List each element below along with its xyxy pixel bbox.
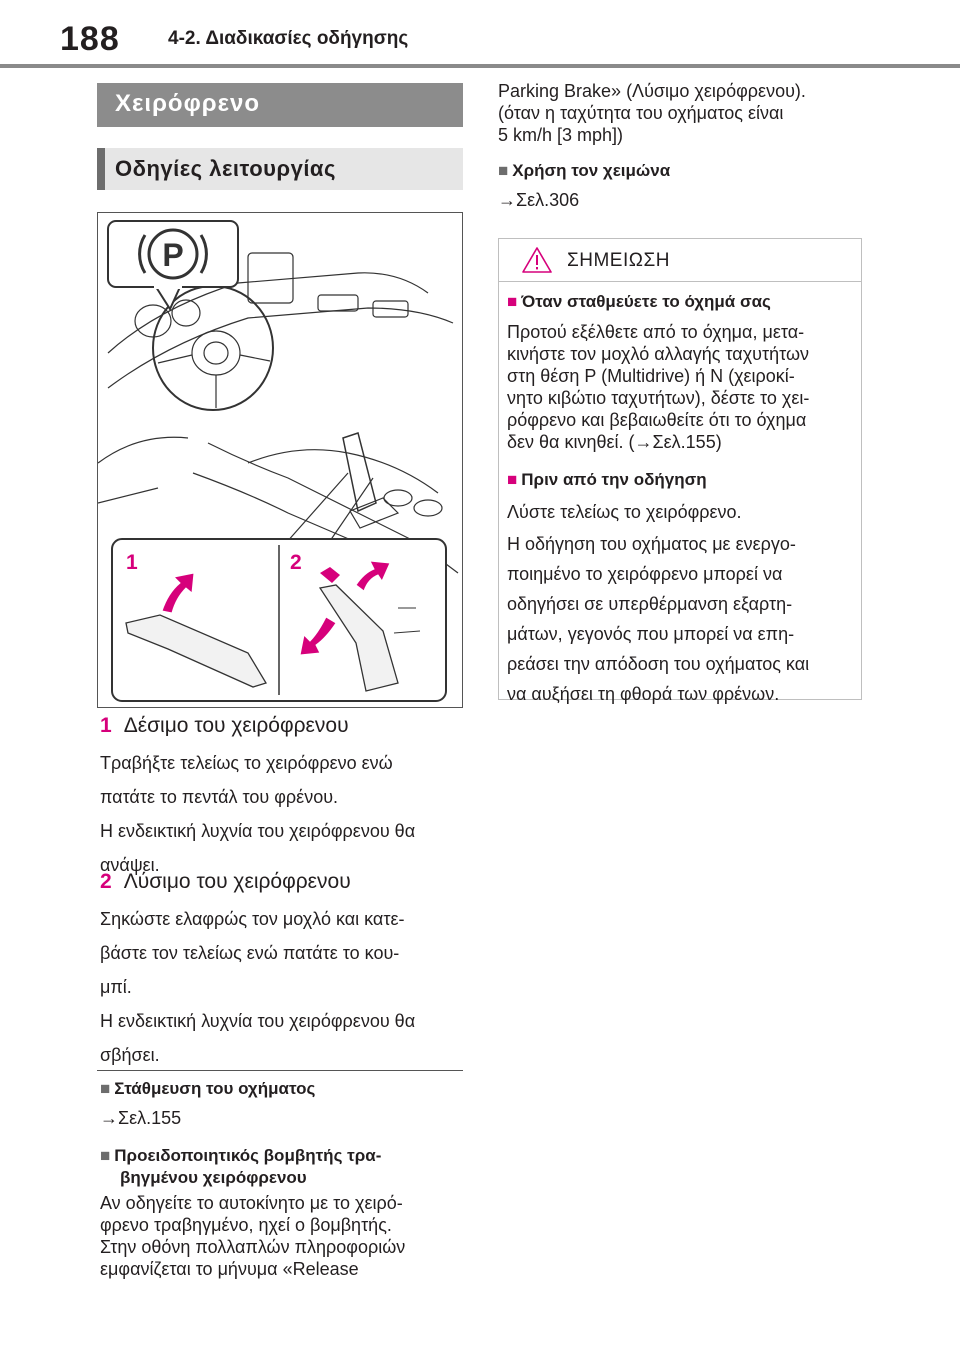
notice-heading-text: Πριν από την οδήγηση	[521, 470, 707, 489]
step-1-line: πατάτε το πεντάλ του φρένου.	[100, 787, 339, 807]
square-bullet-icon: ■	[498, 161, 509, 180]
notice-line: οδηγήσει σε υπερθέρμανση εξαρτη-	[507, 594, 793, 614]
square-bullet-icon: ■	[100, 1146, 111, 1165]
page-reference[interactable]	[498, 190, 579, 211]
buzzer-line: εμφανίζεται το μήνυμα «Release	[100, 1259, 359, 1279]
header-divider	[0, 64, 960, 68]
notice-box	[498, 238, 862, 704]
subtitle-bar	[97, 148, 463, 190]
topic-title: Χειρόφρενο	[115, 90, 260, 117]
center-display	[248, 253, 293, 303]
step-2-line: Η ενδεικτική λυχνία του χειρόφρενου θα	[100, 1011, 416, 1031]
reference-text: Σελ.155	[118, 1108, 182, 1128]
notice-line: ποιημένο το χειρόφρενο μπορεί να	[507, 564, 783, 584]
notice-line: ρεάσει την απόδοση του οχήματος και	[507, 654, 810, 674]
page-header	[0, 0, 960, 68]
notice-line: να αυξήσει τη φθορά των φρένων.	[507, 684, 780, 704]
buzzer-line: φρενο τραβηγμένο, ηχεί ο βομβητής.	[100, 1215, 392, 1235]
illustration-svg	[98, 213, 464, 709]
note-heading-text: Στάθμευση του οχήματος	[114, 1079, 316, 1098]
brake-lever	[343, 433, 376, 511]
step-1-number: 1	[100, 714, 112, 737]
note-heading-buzzer	[100, 1145, 381, 1189]
page-number: 188	[60, 20, 120, 58]
step-2-heading	[100, 870, 351, 894]
warning-triangle-icon	[521, 246, 553, 274]
notice-line: μάτων, γεγονός που μπορεί να επη-	[507, 624, 795, 644]
page-reference[interactable]	[100, 1108, 181, 1129]
step-2-line: σβήσει.	[100, 1045, 160, 1065]
notice-line: ρόφρενο και βεβαιωθείτε ότι το όχημα	[507, 410, 807, 430]
notice-line: Προτού εξέλθετε από το όχημα, μετα-	[507, 322, 805, 342]
square-bullet-icon: ■	[507, 470, 518, 489]
notice-line: στη θέση P (Multidrive) ή N (χειροκί-	[507, 366, 795, 386]
figure-label-2: 2	[290, 551, 302, 574]
reference-text: Σελ.306	[516, 190, 580, 210]
notice-line	[507, 431, 809, 453]
step-2-line: Σηκώστε ελαφρώς τον μοχλό και κατε-	[100, 909, 405, 929]
notice-text-wear	[507, 529, 809, 709]
note-heading-text: Χρήση τον χειμώνα	[512, 161, 671, 180]
notice-line: νητο κιβώτιο ταχυτήτων), δέστε το χει-	[507, 388, 810, 408]
step-2-line: βάστε τον τελείως ενώ πατάτε το κου-	[100, 943, 400, 963]
section-divider	[97, 1070, 463, 1071]
notice-ref[interactable]: Σελ.155)	[652, 432, 722, 452]
arrow-icon: →	[100, 1108, 118, 1128]
section-title: 4-2. Διαδικασίες οδήγησης	[168, 28, 409, 49]
notice-heading-before-driving	[507, 469, 707, 491]
note-heading-winter	[498, 160, 670, 182]
p-symbol: P	[162, 237, 184, 273]
buzzer-line: Αν οδηγείτε το αυτοκίνητο με το χειρό-	[100, 1193, 403, 1213]
note-heading-parking	[100, 1078, 315, 1100]
subtitle-accent	[97, 148, 105, 190]
notice-heading-text: Όταν σταθμεύετε το όχημά σας	[521, 292, 771, 311]
notice-title: ΣΗΜΕΙΩΣΗ	[567, 250, 670, 271]
continued-line: (όταν η ταχύτητα του οχήματος είναι	[498, 103, 784, 123]
notice-line: Η οδήγηση του οχήματος με ενεργο-	[507, 534, 796, 554]
continued-line: Parking Brake» (Λύσιμο χειρόφρενου).	[498, 81, 806, 101]
arrow-icon: →	[498, 190, 516, 210]
notice-header	[499, 239, 861, 282]
figure-label-1: 1	[126, 551, 138, 574]
step-1-heading	[100, 714, 349, 738]
topic-title-bar	[97, 83, 463, 127]
notice-text-release: Λύστε τελείως το χειρόφρενο.	[507, 502, 742, 522]
buzzer-text	[100, 1192, 405, 1280]
step-2-label: Λύσιμο του χειρόφρενου	[123, 870, 351, 893]
continued-line: 5 km/h [3 mph])	[498, 125, 624, 145]
step-2-number: 2	[100, 870, 112, 893]
step-2-line: μπί.	[100, 977, 132, 997]
parking-brake-illustration	[97, 212, 463, 708]
step-1-line: Η ενδεικτική λυχνία του χειρόφρενου θα	[100, 821, 416, 841]
step-1-label: Δέσιμο του χειρόφρενου	[123, 714, 349, 737]
arrow-icon: →	[634, 432, 653, 452]
notice-heading-parking	[507, 291, 771, 313]
note-heading-text: βηγμένου χειρόφρενου	[120, 1168, 307, 1187]
buzzer-line: Στην οθόνη πολλαπλών πληροφοριών	[100, 1237, 406, 1257]
note-heading-text: Προειδοποιητικός βομβητής τρα-	[114, 1146, 382, 1165]
notice-line-text: δεν θα κινηθεί. (	[507, 432, 635, 452]
square-bullet-icon: ■	[507, 292, 518, 311]
step-1-text	[100, 746, 460, 882]
step-2-text	[100, 902, 460, 1072]
step-1-line: ανάψει.	[100, 855, 160, 875]
buzzer-text-continued	[498, 80, 806, 146]
subtitle: Οδηγίες λειτουργίας	[115, 156, 336, 181]
notice-line: κινήστε τον μοχλό αλλαγής ταχυτήτων	[507, 344, 810, 364]
square-bullet-icon: ■	[100, 1079, 111, 1098]
step-1-line: Τραβήξτε τελείως το χειρόφρενο ενώ	[100, 753, 393, 773]
notice-text-parking	[507, 321, 809, 453]
